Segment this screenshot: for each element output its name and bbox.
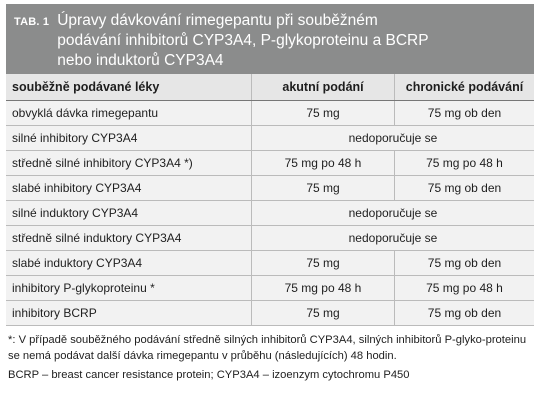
cell-merged: nedoporučuje se — [252, 126, 535, 151]
cell-acute: 75 mg — [252, 101, 395, 126]
cell-chronic: 75 mg po 48 h — [395, 276, 535, 301]
dosage-table — [6, 74, 534, 326]
table-notes — [6, 333, 534, 384]
table-row — [6, 151, 534, 176]
column-header-acute: akutní podání — [252, 74, 395, 101]
table-row — [6, 226, 534, 251]
cell-chronic: 75 mg ob den — [395, 251, 535, 276]
table-row — [6, 126, 534, 151]
cell-merged: nedoporučuje se — [252, 201, 535, 226]
cell-drug: středně silné inhibitory CYP3A4 *) — [6, 151, 252, 176]
cell-drug: inhibitory P-glykoproteinu * — [6, 276, 252, 301]
table-header — [6, 4, 534, 74]
cell-acute: 75 mg — [252, 301, 395, 326]
title-line: Úpravy dávkování rimegepantu při souběžném — [57, 12, 378, 29]
title-line: nebo induktorů CYP3A4 — [57, 52, 224, 69]
cell-chronic: 75 mg ob den — [395, 101, 535, 126]
cell-drug: slabé induktory CYP3A4 — [6, 251, 252, 276]
cell-acute: 75 mg po 48 h — [252, 276, 395, 301]
table-title — [57, 11, 428, 71]
table-header-row — [6, 74, 534, 101]
table-row — [6, 276, 534, 301]
title-line: podávání inhibitorů CYP3A4, P-glykoproteinu a BCRP — [57, 32, 429, 49]
cell-acute: 75 mg po 48 h — [252, 151, 395, 176]
table-frame — [6, 4, 534, 384]
footnote: *: V případě souběžného podávání středně silných inhibitorů CYP3A4, silných inhibitorů P-glyko-proteinu se nemá podávat další dávka rimegepantu v průběhu (následujících) 48 hodin. — [8, 334, 527, 362]
table-row — [6, 251, 534, 276]
table-row — [6, 201, 534, 226]
table-row — [6, 101, 534, 126]
cell-acute: 75 mg — [252, 176, 395, 201]
cell-merged: nedoporučuje se — [252, 226, 535, 251]
cell-drug: silné inhibitory CYP3A4 — [6, 126, 252, 151]
cell-drug: středně silné induktory CYP3A4 — [6, 226, 252, 251]
cell-chronic: 75 mg ob den — [395, 301, 535, 326]
table-row — [6, 301, 534, 326]
cell-chronic: 75 mg po 48 h — [395, 151, 535, 176]
table-number: TAB. 1 — [14, 16, 50, 28]
cell-drug: silné induktory CYP3A4 — [6, 201, 252, 226]
cell-acute: 75 mg — [252, 251, 395, 276]
cell-drug: obvyklá dávka rimegepantu — [6, 101, 252, 126]
cell-drug: inhibitory BCRP — [6, 301, 252, 326]
cell-drug: slabé inhibitory CYP3A4 — [6, 176, 252, 201]
cell-chronic: 75 mg ob den — [395, 176, 535, 201]
column-header-chronic: chronické podávání — [395, 74, 535, 101]
abbreviations: BCRP – breast cancer resistance protein; CYP3A4 – izoenzym cytochromu P450 — [8, 369, 410, 381]
column-header-drug: souběžně podávané léky — [6, 74, 252, 101]
table-body — [6, 101, 534, 326]
table-row — [6, 176, 534, 201]
